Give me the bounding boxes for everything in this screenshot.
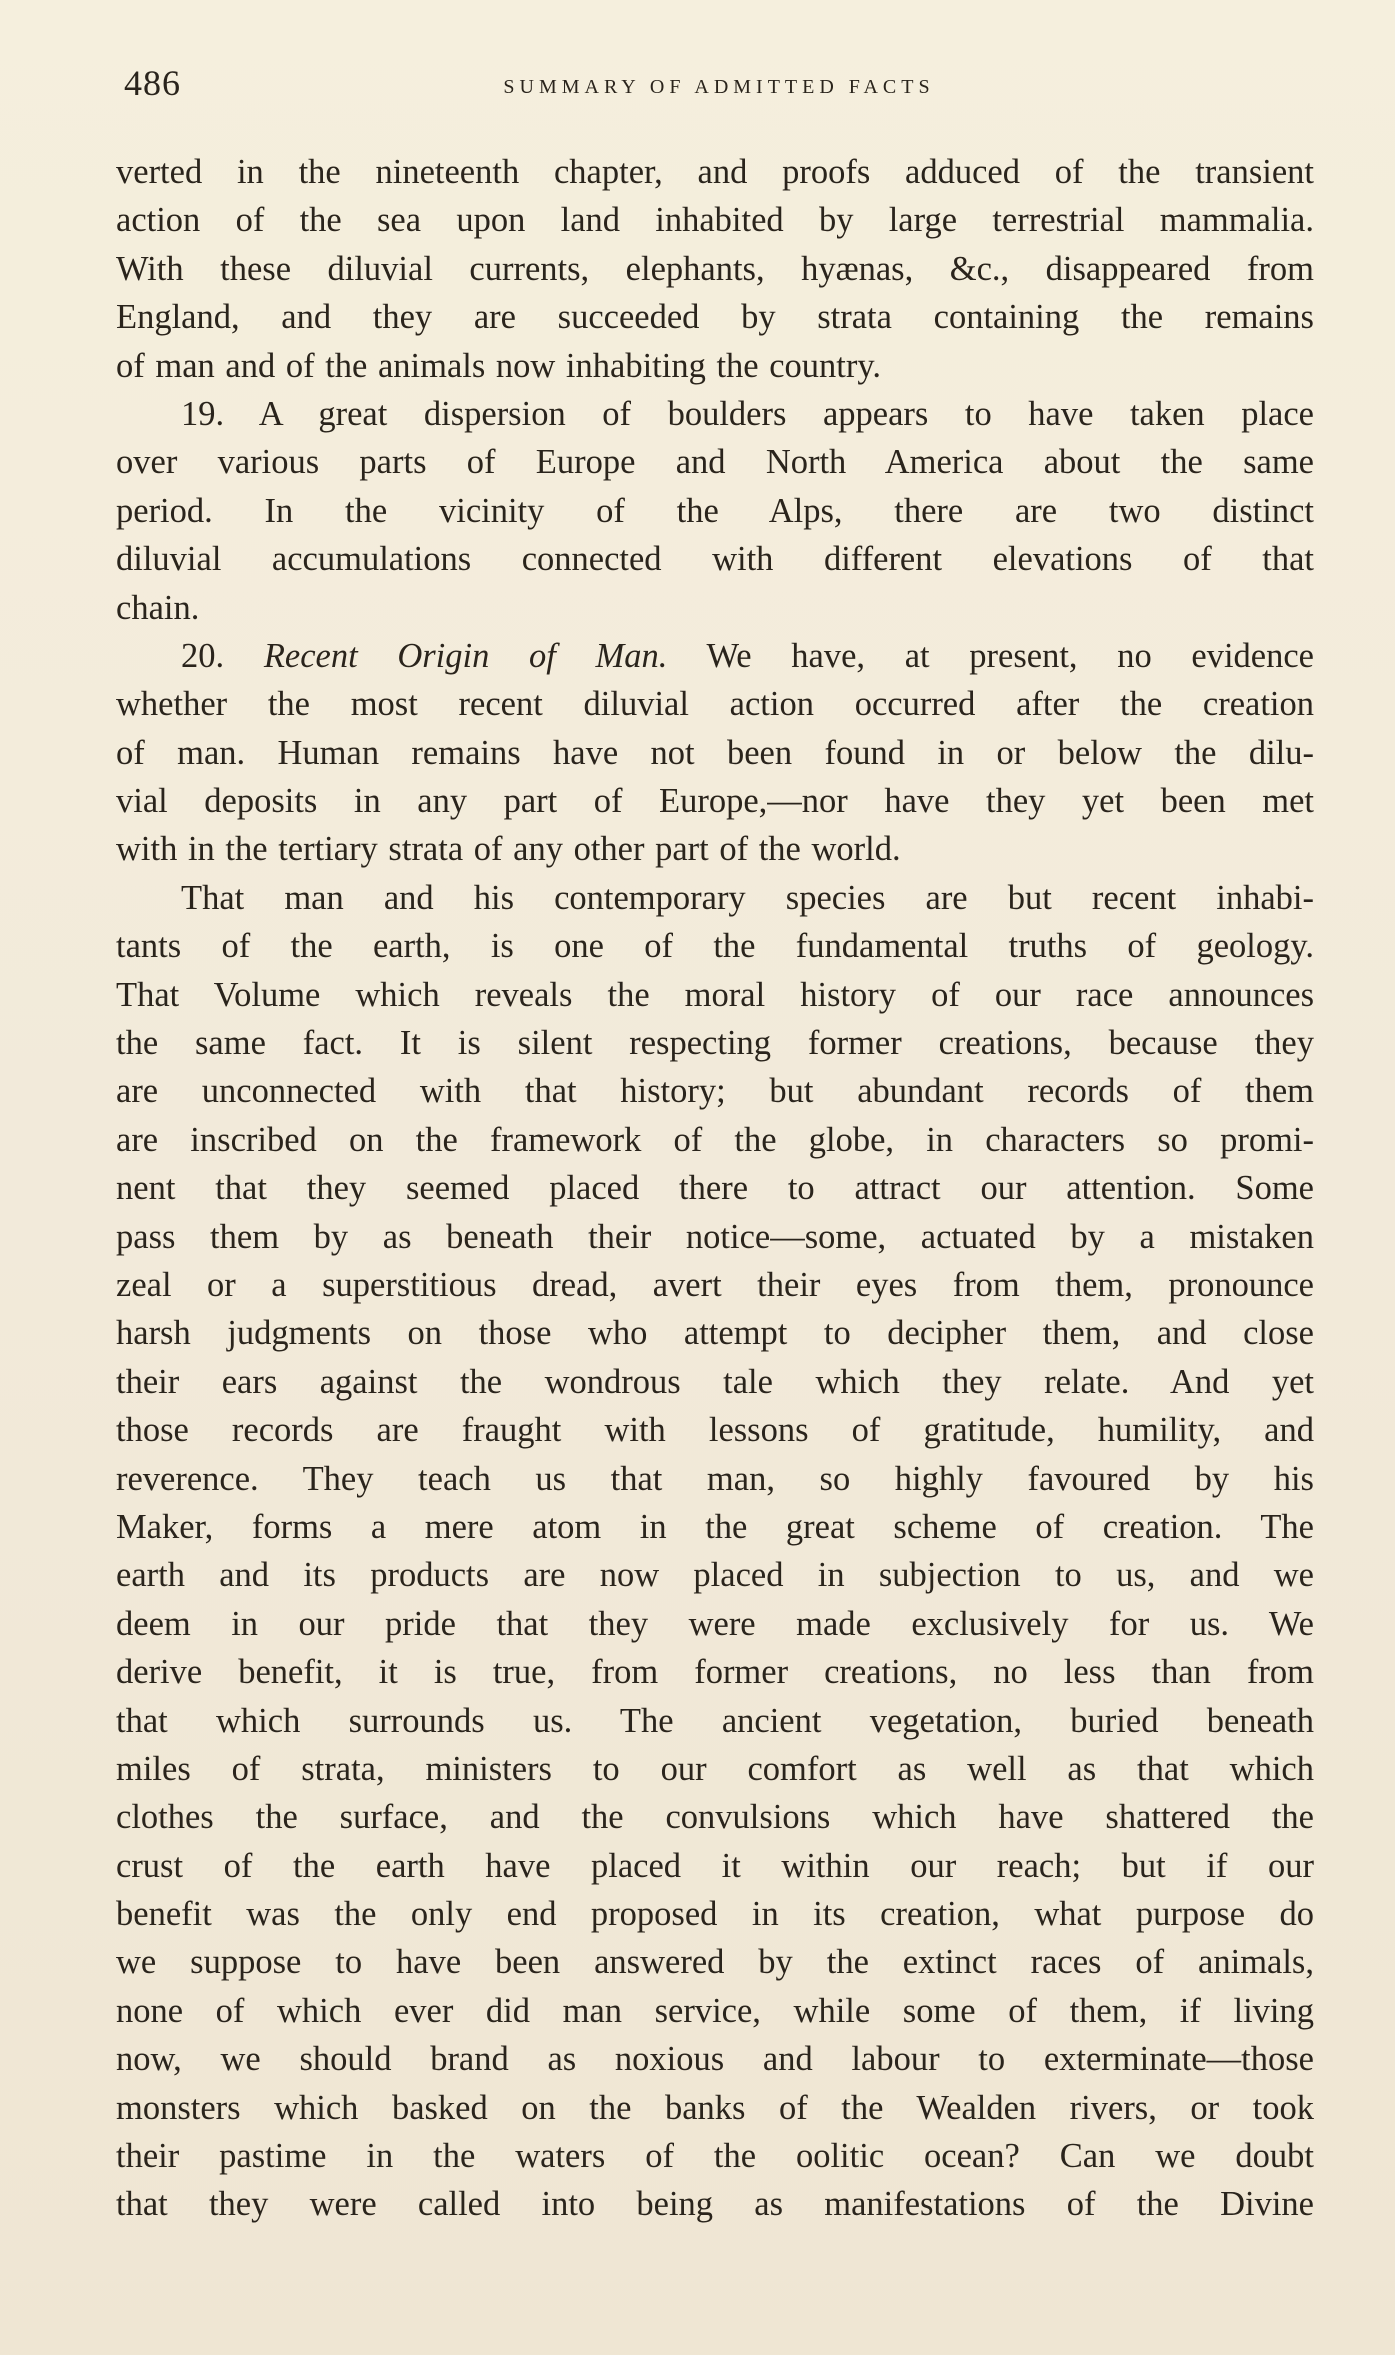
text-line: that they were called into being as manifestations of the Divine — [116, 2185, 1314, 2224]
text-line: we suppose to have been answered by the extinct races of animals, — [116, 1943, 1314, 1982]
text-line: Maker, forms a mere atom in the great scheme of creation. The — [116, 1507, 1314, 1546]
paragraph-start: That man and his contemporary species are but recent inhabi- — [181, 878, 1314, 917]
text-line: That Volume which reveals the moral history of our race announces — [116, 975, 1314, 1014]
text-line: vial deposits in any part of Europe,—nor have they yet been met — [116, 782, 1314, 821]
text-line: earth and its products are now placed in subjection to us, and we — [116, 1556, 1314, 1595]
text-line: action of the sea upon land inhabited by large terrestrial mammalia. — [116, 201, 1314, 240]
text-line: none of which ever did man service, while some of them, if living — [116, 1991, 1314, 2030]
text-line: miles of strata, ministers to our comfort as well as that which — [116, 1749, 1314, 1788]
section-text: We have, at present, no evidence — [706, 636, 1314, 675]
text-line: with in the tertiary strata of any other part of the world. — [116, 830, 901, 869]
text-line: zeal or a superstitious dread, avert their eyes from them, pronounce — [116, 1265, 1314, 1304]
text-line: diluvial accumulations connected with different elevations of that — [116, 540, 1314, 579]
text-line: of man. Human remains have not been found in or below the dilu- — [116, 733, 1314, 772]
text-line: nent that they seemed placed there to attract our attention. Some — [116, 1169, 1314, 1208]
page-number: 486 — [124, 63, 181, 103]
text-line: monsters which basked on the banks of the Wealden rivers, or took — [116, 2088, 1314, 2127]
text-line: their pastime in the waters of the oolitic ocean? Can we doubt — [116, 2137, 1314, 2176]
text-line: harsh judgments on those who attempt to decipher them, and close — [116, 1314, 1314, 1353]
text-line: their ears against the wondrous tale which they relate. And yet — [116, 1362, 1314, 1401]
paragraph-19-start: 19. A great dispersion of boulders appears to have taken place — [181, 394, 1314, 433]
running-head: SUMMARY OF ADMITTED FACTS — [503, 76, 935, 98]
text-line: that which surrounds us. The ancient vegetation, buried beneath — [116, 1701, 1314, 1740]
text-line: benefit was the only end proposed in its creation, what purpose do — [116, 1895, 1314, 1934]
text-line: With these diluvial currents, elephants, hyænas, &c., disappeared from — [116, 249, 1314, 288]
text-line: are unconnected with that history; but abundant records of them — [116, 1072, 1314, 1111]
paragraph-20-start — [116, 632, 1314, 680]
text-line: deem in our pride that they were made exclusively for us. We — [116, 1604, 1314, 1643]
text-line: England, and they are succeeded by strata containing the remains — [116, 298, 1314, 337]
section-number: 20. — [181, 636, 225, 675]
text-line: period. In the vicinity of the Alps, there are two distinct — [116, 491, 1314, 530]
text-line: clothes the surface, and the convulsions which have shattered the — [116, 1798, 1314, 1837]
text-line: tants of the earth, is one of the fundamental truths of geology. — [116, 927, 1314, 966]
text-line: pass them by as beneath their notice—some, actuated by a mistaken — [116, 1217, 1314, 1256]
section-heading: Recent Origin of Man. — [263, 636, 668, 675]
text-line: now, we should brand as noxious and labour to exterminate—those — [116, 2040, 1314, 2079]
text-line: the same fact. It is silent respecting former creations, because they — [116, 1024, 1314, 1063]
text-line: those records are fraught with lessons of gratitude, humility, and — [116, 1411, 1314, 1450]
text-line: derive benefit, it is true, from former creations, no less than from — [116, 1653, 1314, 1692]
text-line: chain. — [116, 588, 200, 627]
text-line: are inscribed on the framework of the globe, in characters so promi- — [116, 1120, 1314, 1159]
page-header — [124, 62, 1314, 112]
text-line: verted in the nineteenth chapter, and proofs adduced of the transient — [116, 153, 1314, 191]
text-line: crust of the earth have placed it within our reach; but if our — [116, 1846, 1314, 1885]
text-line: whether the most recent diluvial action occurred after the creation — [116, 685, 1314, 724]
text-line: of man and of the animals now inhabiting the country. — [116, 346, 882, 385]
text-line: over various parts of Europe and North America about the same — [116, 443, 1314, 482]
text-line: reverence. They teach us that man, so highly favoured by his — [116, 1459, 1314, 1498]
body-text — [116, 148, 1314, 2229]
